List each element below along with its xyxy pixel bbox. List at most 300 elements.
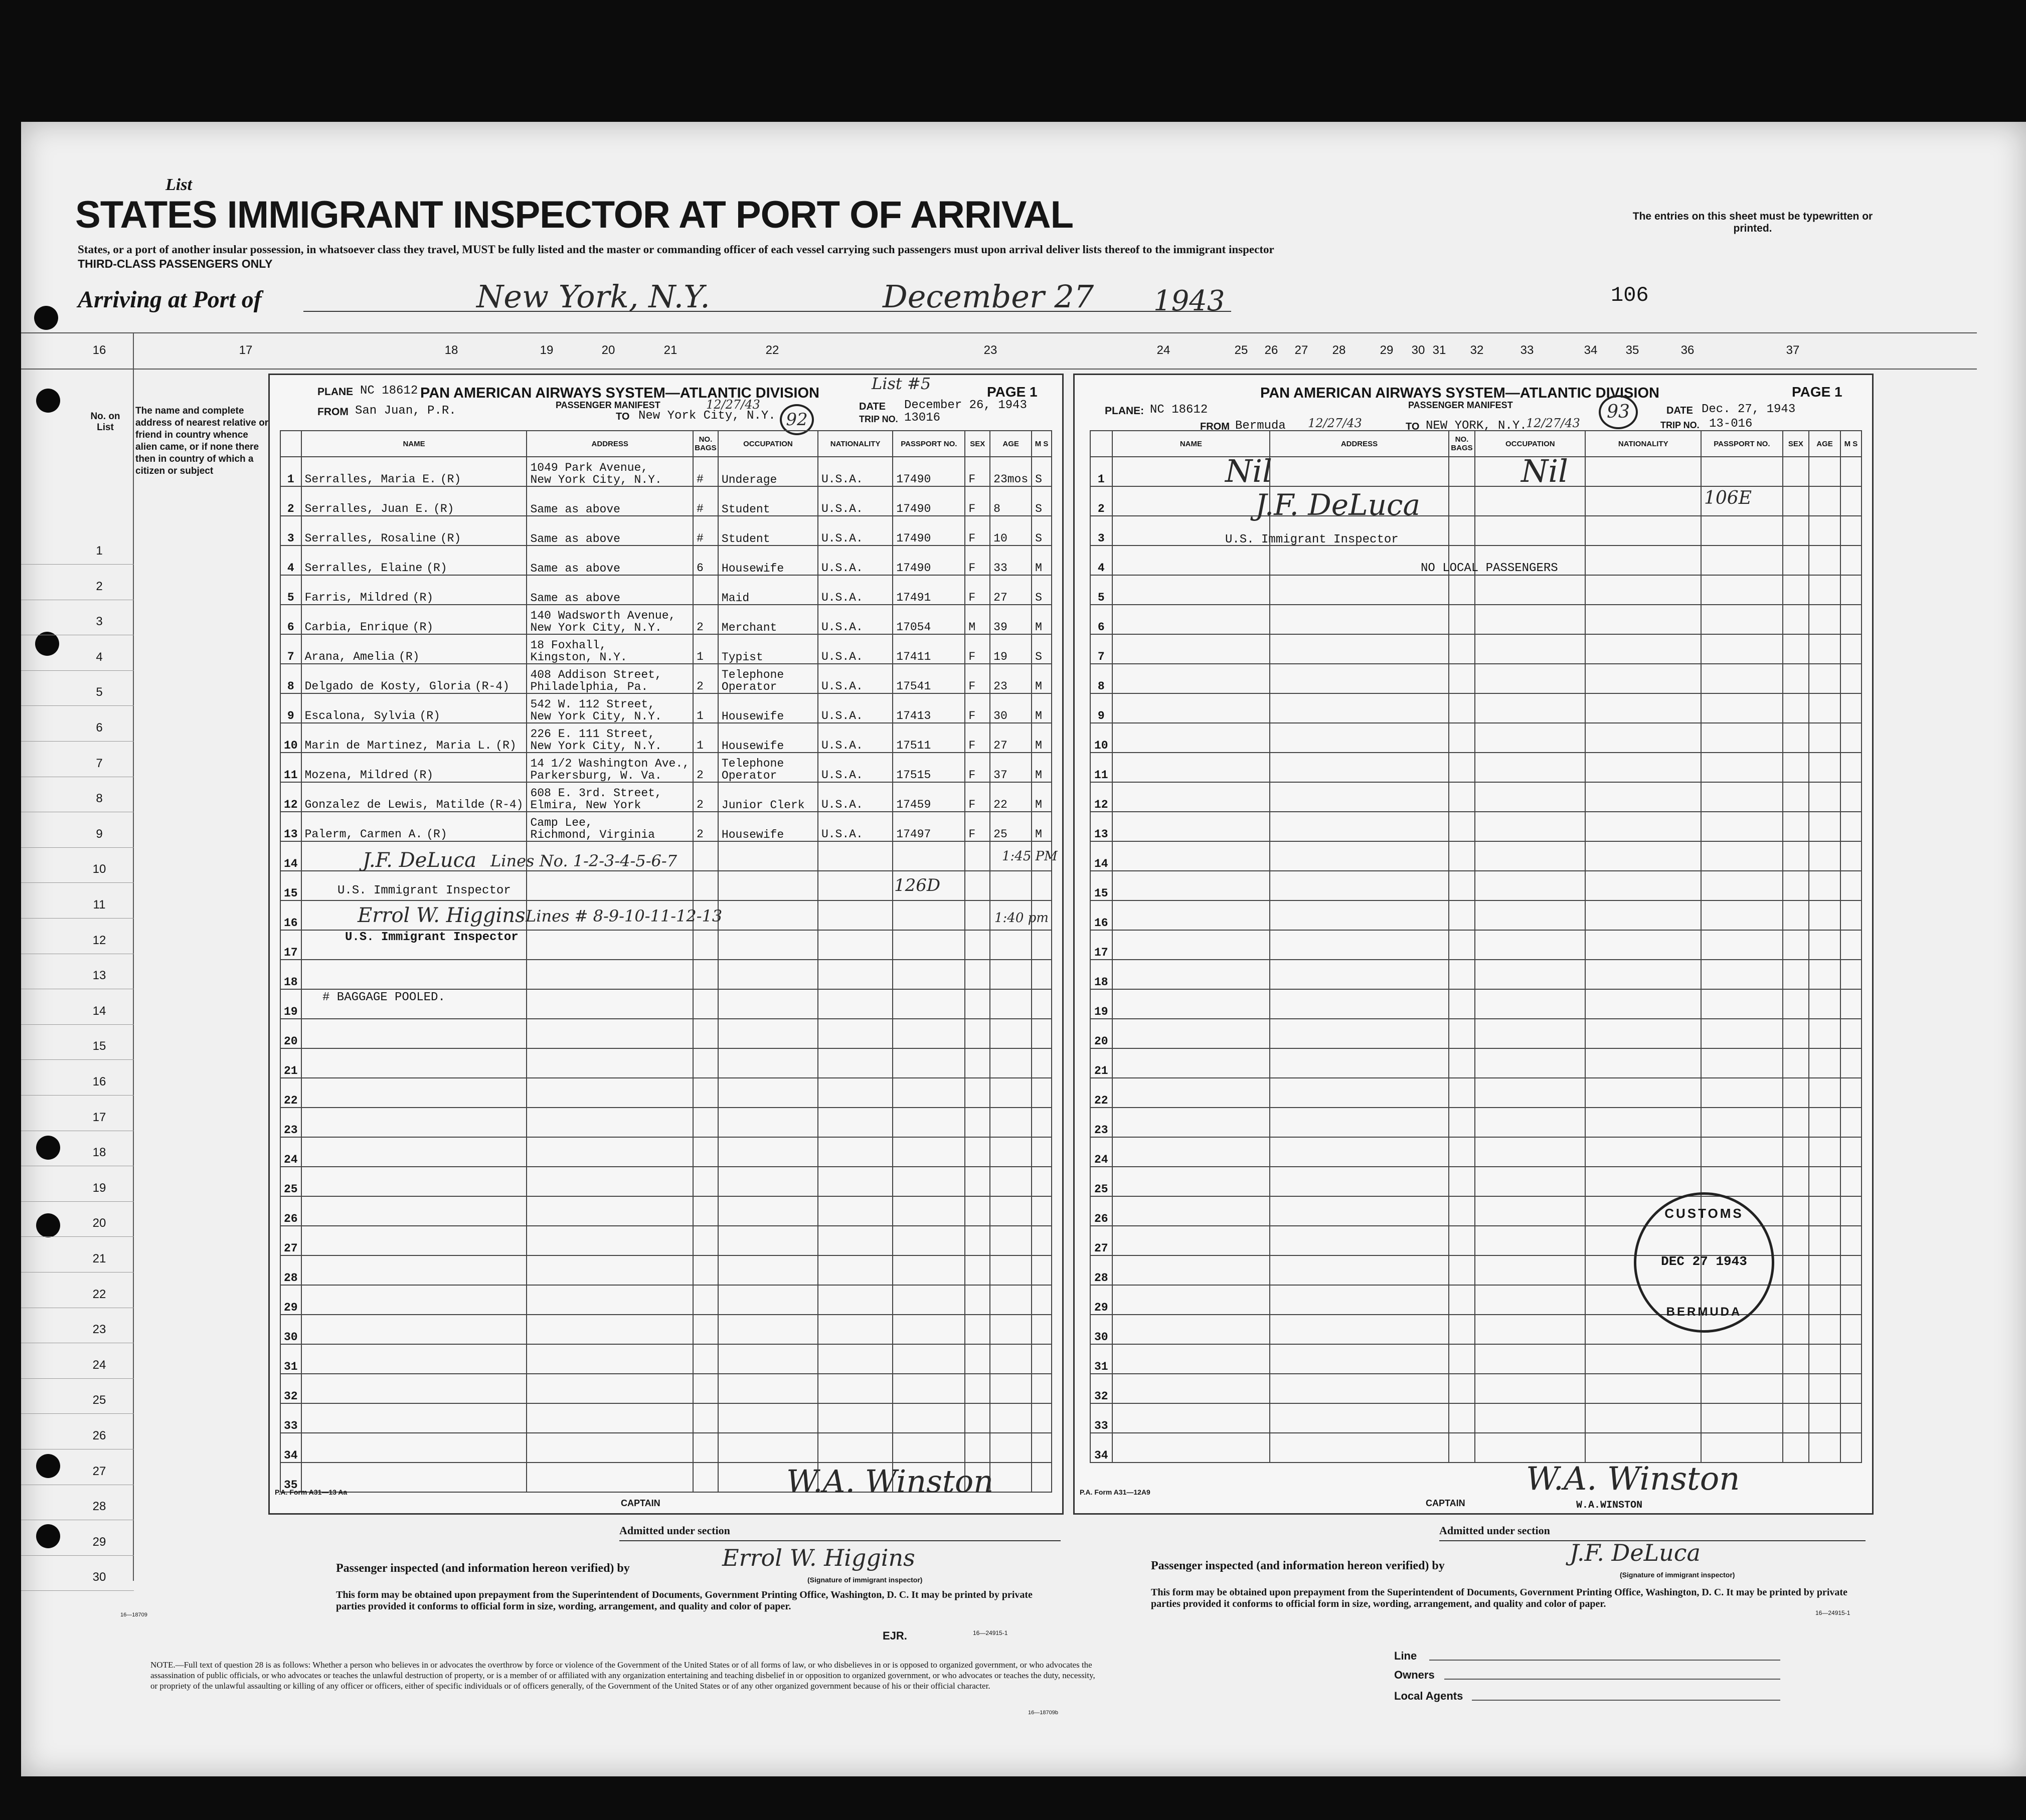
column-number: 23 xyxy=(983,343,997,357)
table-row xyxy=(1090,1433,1862,1463)
address-line-2: Same as above xyxy=(530,592,620,605)
empty-cell-sex xyxy=(1783,1403,1809,1433)
empty-cell-occupation xyxy=(718,871,818,900)
empty-cell-marital xyxy=(1032,1315,1052,1344)
table-row xyxy=(280,1433,1052,1463)
left-row-number: 12 xyxy=(92,933,106,947)
empty-cell-address xyxy=(1270,457,1449,486)
empty-cell-age xyxy=(1809,486,1840,516)
customs-stamp xyxy=(1634,1192,1774,1333)
col-header-occupation: OCCUPATION xyxy=(1475,431,1585,457)
empty-cell-passport xyxy=(1701,753,1783,782)
empty-cell-bags xyxy=(693,930,718,960)
empty-cell-passport xyxy=(1701,1374,1783,1403)
table-row xyxy=(280,1048,1052,1078)
table-row xyxy=(280,575,1052,605)
empty-cell-nationality xyxy=(1585,989,1701,1019)
empty-cell-address xyxy=(1270,605,1449,634)
empty-cell-occupation xyxy=(1475,1315,1585,1344)
col-header-address: ADDRESS xyxy=(1270,431,1449,457)
col-header-number xyxy=(1090,431,1112,457)
empty-cell-name xyxy=(301,1108,527,1137)
arriving-year: 1943 xyxy=(1153,285,1225,317)
empty-cell-marital xyxy=(1840,605,1862,634)
empty-cell-bags xyxy=(693,1463,718,1492)
empty-cell-occupation xyxy=(1475,753,1585,782)
inspector1-signature: J.F. DeLuca xyxy=(363,849,476,872)
empty-cell-age xyxy=(1809,605,1840,634)
empty-cell-marital xyxy=(1032,1374,1052,1403)
row-number: 23 xyxy=(1090,1108,1112,1137)
passenger-passport: 17411 xyxy=(893,634,965,664)
passenger-address xyxy=(527,545,693,575)
empty-cell-marital xyxy=(1032,1048,1052,1078)
empty-cell-sex xyxy=(1783,1167,1809,1196)
passenger-marital: S xyxy=(1032,575,1052,605)
empty-cell-sex xyxy=(965,1108,990,1137)
empty-cell-age xyxy=(990,1315,1032,1344)
empty-cell-nationality xyxy=(1585,1048,1701,1078)
empty-cell-address xyxy=(1270,930,1449,960)
empty-cell-nationality xyxy=(818,1315,893,1344)
passenger-nationality: U.S.A. xyxy=(818,693,893,723)
left-row-number: 24 xyxy=(92,1358,106,1372)
passenger-code: (R-4) xyxy=(488,798,524,811)
passenger-code: (R) xyxy=(426,562,447,575)
empty-cell-marital xyxy=(1840,930,1862,960)
empty-cell-passport xyxy=(893,989,965,1019)
form-code: P.A. Form A31—12A9 xyxy=(1080,1488,1150,1496)
empty-cell-address xyxy=(527,1196,693,1226)
table-row xyxy=(1090,900,1862,930)
empty-cell-age xyxy=(990,1078,1032,1108)
empty-cell-marital xyxy=(1840,1137,1862,1167)
passenger-name-text: Serralles, Rosaline xyxy=(304,532,436,545)
empty-cell-sex xyxy=(965,1374,990,1403)
empty-cell-age xyxy=(1809,930,1840,960)
empty-cell-nationality xyxy=(818,900,893,930)
row-number: 11 xyxy=(280,753,301,782)
empty-cell-age xyxy=(1809,1167,1840,1196)
empty-cell-passport xyxy=(1701,723,1783,753)
empty-cell-occupation xyxy=(1475,1226,1585,1255)
passenger-bags: 6 xyxy=(693,545,718,575)
empty-cell-occupation xyxy=(1475,1344,1585,1374)
empty-cell-nationality xyxy=(1585,457,1701,486)
table-row xyxy=(280,1196,1052,1226)
table-row xyxy=(1090,723,1862,753)
empty-cell-bags xyxy=(1449,871,1475,900)
left-row-number: 3 xyxy=(96,615,103,629)
empty-cell-sex xyxy=(1783,575,1809,605)
empty-cell-marital xyxy=(1032,1196,1052,1226)
row-number: 31 xyxy=(280,1344,301,1374)
passenger-name-text: Delgado de Kosty, Gloria xyxy=(304,680,471,693)
empty-cell-address xyxy=(527,1315,693,1344)
empty-cell-occupation xyxy=(1475,1137,1585,1167)
from-label: FROM xyxy=(317,406,349,418)
empty-cell-name xyxy=(1112,1285,1270,1315)
empty-cell-passport xyxy=(893,1226,965,1255)
passenger-marital: S xyxy=(1032,516,1052,545)
empty-cell-name xyxy=(1112,605,1270,634)
column-number: 21 xyxy=(663,343,678,357)
row-number: 9 xyxy=(280,693,301,723)
binder-hole xyxy=(35,632,59,656)
empty-cell-address xyxy=(527,1226,693,1255)
empty-cell-address xyxy=(1270,723,1449,753)
empty-cell-nationality xyxy=(1585,1433,1701,1463)
empty-cell-name xyxy=(301,1344,527,1374)
left-row-line xyxy=(21,1095,134,1096)
inspector-title: U.S. Immigrant Inspector xyxy=(1225,533,1399,547)
passenger-nationality: U.S.A. xyxy=(818,812,893,841)
empty-cell-address xyxy=(1270,1108,1449,1137)
empty-cell-occupation xyxy=(1475,1167,1585,1196)
empty-cell-marital xyxy=(1840,1433,1862,1463)
table-row xyxy=(280,782,1052,812)
passenger-address xyxy=(527,457,693,486)
captain-signature: W.A. Winston xyxy=(786,1463,994,1500)
col-header-bags: NO. BAGS xyxy=(1449,431,1475,457)
row-number: 18 xyxy=(280,960,301,989)
empty-cell-age xyxy=(990,1433,1032,1463)
empty-cell-passport xyxy=(1701,1433,1783,1463)
left-row-number: 27 xyxy=(92,1464,106,1478)
row-number: 31 xyxy=(1090,1344,1112,1374)
empty-cell-marital xyxy=(1840,723,1862,753)
passenger-age: 27 xyxy=(990,723,1032,753)
empty-cell-name xyxy=(1112,960,1270,989)
verified-label-left: Passenger inspected (and information hereon verified) by xyxy=(336,1562,630,1575)
empty-cell-name xyxy=(1112,1108,1270,1137)
passenger-code: (R) xyxy=(419,709,440,722)
empty-cell-bags xyxy=(693,871,718,900)
empty-cell-age xyxy=(990,871,1032,900)
empty-cell-sex xyxy=(965,871,990,900)
empty-cell-nationality xyxy=(1585,900,1701,930)
col-header-marital: M S xyxy=(1840,431,1862,457)
left-row-number: 28 xyxy=(92,1500,106,1514)
empty-cell-name xyxy=(1112,1226,1270,1255)
form-code: P.A. Form A31—13 Aa xyxy=(275,1488,348,1496)
empty-cell-nationality xyxy=(1585,960,1701,989)
column-number: 27 xyxy=(1294,343,1308,357)
empty-cell-sex xyxy=(1783,1285,1809,1315)
empty-cell-occupation xyxy=(1475,1255,1585,1285)
empty-cell-name xyxy=(1112,841,1270,871)
column-number: 31 xyxy=(1432,343,1446,357)
empty-cell-sex xyxy=(965,1226,990,1255)
passenger-sex: F xyxy=(965,812,990,841)
question-28-note: NOTE.—Full text of question 28 is as follows: Whether a person who believes in or advocates the overthrow by force or violence of the Government of the United States or of all forms of law, or who disbelieves in or is opposed to organized government, or who advocates the assassination of public officials, or who advocates or teaches the unlawful destruction of property, or is a member of or affiliated with any organization entertaining and teaching disbelief in or opposition to organized government, or who advocates or teaches the duty, necessity, or propriety of the unlawful assaulting or killing of any officer or officers, either of specific individuals or of officers generally, of the Government of the United States or of any other organized government because of his or their official character. xyxy=(150,1660,1095,1691)
empty-cell-bags xyxy=(1449,516,1475,545)
empty-cell-age xyxy=(1809,900,1840,930)
empty-cell-occupation xyxy=(718,841,818,871)
empty-cell-address xyxy=(527,1019,693,1048)
binder-hole xyxy=(36,1136,60,1160)
inspector2-title: U.S. Immigrant Inspector xyxy=(345,931,519,944)
empty-cell-age xyxy=(1809,1196,1840,1226)
col-header-passport: PASSPORT NO. xyxy=(893,431,965,457)
row-number: 15 xyxy=(280,871,301,900)
stamp-top-text: CUSTOMS xyxy=(1664,1206,1744,1221)
passenger-code: (R-4) xyxy=(474,680,510,693)
row-number: 8 xyxy=(280,664,301,693)
passenger-nationality: U.S.A. xyxy=(818,782,893,812)
passenger-occupation: Typist xyxy=(718,634,818,664)
passenger-name xyxy=(301,486,527,516)
row-number: 10 xyxy=(280,723,301,753)
nil-name: Nil xyxy=(1225,453,1272,489)
empty-cell-address xyxy=(1270,900,1449,930)
empty-cell-bags xyxy=(693,1167,718,1196)
empty-cell-address xyxy=(1270,1344,1449,1374)
table-row xyxy=(1090,930,1862,960)
empty-cell-sex xyxy=(1783,457,1809,486)
table-row xyxy=(280,1344,1052,1374)
left-row-line xyxy=(21,882,134,883)
passenger-age: 25 xyxy=(990,812,1032,841)
passenger-passport: 17054 xyxy=(893,605,965,634)
manifest-header-row xyxy=(1090,431,1862,457)
empty-cell-bags xyxy=(1449,457,1475,486)
empty-cell-occupation xyxy=(1475,1433,1585,1463)
passenger-bags: 2 xyxy=(693,664,718,693)
empty-cell-nationality xyxy=(1585,664,1701,693)
empty-cell-marital xyxy=(1840,812,1862,841)
empty-cell-sex xyxy=(965,1048,990,1078)
empty-cell-bags xyxy=(1449,605,1475,634)
col-header-number xyxy=(280,431,301,457)
empty-cell-name xyxy=(301,1019,527,1048)
empty-cell-passport xyxy=(1701,1137,1783,1167)
empty-cell-marital xyxy=(1840,1167,1862,1196)
empty-cell-occupation xyxy=(718,1433,818,1463)
passenger-address xyxy=(527,693,693,723)
row-number: 17 xyxy=(280,930,301,960)
empty-cell-age xyxy=(1809,1108,1840,1137)
empty-cell-passport xyxy=(1701,989,1783,1019)
empty-cell-nationality xyxy=(1585,753,1701,782)
empty-cell-sex xyxy=(1783,1374,1809,1403)
empty-cell-name xyxy=(301,960,527,989)
empty-cell-name xyxy=(1112,782,1270,812)
passenger-marital: M xyxy=(1032,753,1052,782)
left-row-line xyxy=(21,1590,134,1591)
empty-cell-nationality xyxy=(1585,723,1701,753)
empty-cell-nationality xyxy=(1585,871,1701,900)
empty-cell-name xyxy=(1112,1315,1270,1344)
empty-cell-bags xyxy=(1449,1108,1475,1137)
passenger-passport: 17511 xyxy=(893,723,965,753)
captain-signature: W.A. Winston xyxy=(1526,1461,1740,1498)
empty-cell-bags xyxy=(1449,1344,1475,1374)
empty-cell-occupation xyxy=(1475,486,1585,516)
empty-cell-passport xyxy=(893,1315,965,1344)
footer-text-right: This form may be obtained upon prepayment from the Superintendent of Documents, Government Printing Office, Washington, D. C. It may be printed by private parties provided it conforms to official form in size, wording, arrangement, and quality and color of paper. xyxy=(1151,1587,1847,1609)
left-row-number: 13 xyxy=(92,969,106,983)
empty-cell-sex xyxy=(965,989,990,1019)
trip-label: TRIP NO. xyxy=(1660,420,1700,430)
table-row xyxy=(280,664,1052,693)
inspector2-signature: Errol W. Higgins xyxy=(358,904,526,927)
empty-cell-age xyxy=(990,1285,1032,1315)
empty-cell-passport xyxy=(1701,545,1783,575)
empty-cell-name xyxy=(1112,1048,1270,1078)
empty-cell-age xyxy=(1809,1137,1840,1167)
empty-cell-occupation xyxy=(718,960,818,989)
empty-cell-passport xyxy=(1701,900,1783,930)
empty-cell-sex xyxy=(1783,841,1809,871)
empty-cell-bags xyxy=(693,960,718,989)
to-label: TO xyxy=(616,411,630,422)
empty-cell-bags xyxy=(693,989,718,1019)
empty-cell-sex xyxy=(1783,989,1809,1019)
left-row-number: 18 xyxy=(92,1146,106,1160)
empty-cell-bags xyxy=(693,841,718,871)
empty-cell-sex xyxy=(1783,545,1809,575)
row-number: 9 xyxy=(1090,693,1112,723)
left-row-number: 8 xyxy=(96,792,103,806)
col-header-occupation: OCCUPATION xyxy=(718,431,818,457)
passenger-occupation: Junior Clerk xyxy=(718,782,818,812)
empty-cell-address xyxy=(1270,1374,1449,1403)
to-value: New York City, N.Y. xyxy=(638,409,776,423)
passenger-age: 10 xyxy=(990,516,1032,545)
address-line-2: New York City, N.Y. xyxy=(530,621,662,634)
empty-cell-name xyxy=(301,1315,527,1344)
passenger-sex: F xyxy=(965,575,990,605)
empty-cell-occupation xyxy=(718,1226,818,1255)
empty-cell-sex xyxy=(1783,1019,1809,1048)
note-code: 16—18709b xyxy=(1028,1710,1058,1716)
row-number: 30 xyxy=(1090,1315,1112,1344)
passenger-passport: 17490 xyxy=(893,457,965,486)
empty-cell-passport xyxy=(893,1019,965,1048)
empty-cell-marital xyxy=(1840,753,1862,782)
left-row-number: 5 xyxy=(96,685,103,699)
inspector-signature: J.F. DeLuca xyxy=(1255,488,1421,522)
passenger-name xyxy=(301,575,527,605)
empty-cell-name xyxy=(1112,693,1270,723)
empty-cell-name xyxy=(1112,1374,1270,1403)
col-header-nationality: NATIONALITY xyxy=(818,431,893,457)
line-underline xyxy=(1429,1660,1780,1661)
passenger-name xyxy=(301,634,527,664)
table-row xyxy=(280,486,1052,516)
empty-cell-age xyxy=(1809,989,1840,1019)
empty-cell-sex xyxy=(1783,516,1809,545)
empty-cell-address xyxy=(1270,812,1449,841)
row-number: 6 xyxy=(1090,605,1112,634)
empty-cell-sex xyxy=(1783,1108,1809,1137)
binder-hole xyxy=(36,1213,60,1237)
code-106e: 106E xyxy=(1704,488,1752,508)
empty-cell-nationality xyxy=(1585,1344,1701,1374)
empty-cell-nationality xyxy=(818,1019,893,1048)
from-date-note: 12/27/43 xyxy=(1308,416,1362,430)
empty-cell-age xyxy=(1809,1078,1840,1108)
empty-cell-nationality xyxy=(1585,1403,1701,1433)
column-strip-bottom xyxy=(21,369,1977,370)
row-number: 3 xyxy=(1090,516,1112,545)
left-row-number: 4 xyxy=(96,650,103,664)
passenger-name xyxy=(301,457,527,486)
table-row xyxy=(1090,1108,1862,1137)
empty-cell-address xyxy=(527,1167,693,1196)
binder-hole xyxy=(36,1454,60,1478)
row-number: 20 xyxy=(1090,1019,1112,1048)
row-number: 18 xyxy=(1090,960,1112,989)
row-number: 4 xyxy=(1090,545,1112,575)
row-number: 30 xyxy=(280,1315,301,1344)
left-row-number: 9 xyxy=(96,827,103,841)
row-number: 2 xyxy=(280,486,301,516)
admitted-label-right: Admitted under section xyxy=(1439,1524,1550,1537)
empty-cell-nationality xyxy=(1585,930,1701,960)
passenger-passport: 17541 xyxy=(893,664,965,693)
binder-hole xyxy=(36,389,60,413)
col-header-marital: M S xyxy=(1032,431,1052,457)
empty-cell-name xyxy=(301,1048,527,1078)
empty-cell-name xyxy=(1112,1137,1270,1167)
empty-cell-bags xyxy=(1449,723,1475,753)
empty-cell-bags xyxy=(693,1255,718,1285)
baggage-note: # BAGGAGE POOLED. xyxy=(322,991,445,1004)
table-row xyxy=(1090,871,1862,900)
empty-cell-occupation xyxy=(1475,723,1585,753)
passenger-name xyxy=(301,605,527,634)
empty-cell-occupation xyxy=(1475,841,1585,871)
passenger-bags: # xyxy=(693,486,718,516)
passenger-bags: # xyxy=(693,516,718,545)
row-number: 3 xyxy=(280,516,301,545)
left-row-number: 14 xyxy=(92,1004,106,1018)
table-row xyxy=(280,1403,1052,1433)
empty-cell-passport xyxy=(1701,930,1783,960)
table-row xyxy=(280,960,1052,989)
empty-cell-occupation xyxy=(1475,812,1585,841)
empty-cell-marital xyxy=(1032,1463,1052,1492)
table-row xyxy=(280,1108,1052,1137)
passenger-bags xyxy=(693,575,718,605)
empty-cell-age xyxy=(1809,960,1840,989)
empty-cell-bags xyxy=(1449,486,1475,516)
column-number: 17 xyxy=(239,343,253,357)
row-number: 10 xyxy=(1090,723,1112,753)
table-row xyxy=(280,753,1052,782)
empty-cell-name xyxy=(1112,1344,1270,1374)
owners-label: Owners xyxy=(1394,1669,1435,1681)
passenger-name xyxy=(301,812,527,841)
empty-cell-marital xyxy=(1840,841,1862,871)
empty-cell-marital xyxy=(1840,1344,1862,1374)
empty-cell-name xyxy=(301,1374,527,1403)
passenger-age: 23 xyxy=(990,664,1032,693)
passenger-marital: S xyxy=(1032,634,1052,664)
empty-cell-address xyxy=(1270,1403,1449,1433)
col-header-nationality: NATIONALITY xyxy=(1585,431,1701,457)
empty-cell-age xyxy=(1809,1344,1840,1374)
passenger-marital: M xyxy=(1032,545,1052,575)
empty-cell-age xyxy=(1809,457,1840,486)
empty-cell-nationality xyxy=(818,1374,893,1403)
table-row xyxy=(1090,575,1862,605)
empty-cell-age xyxy=(990,1196,1032,1226)
empty-cell-address xyxy=(1270,575,1449,605)
passenger-sex: F xyxy=(965,634,990,664)
